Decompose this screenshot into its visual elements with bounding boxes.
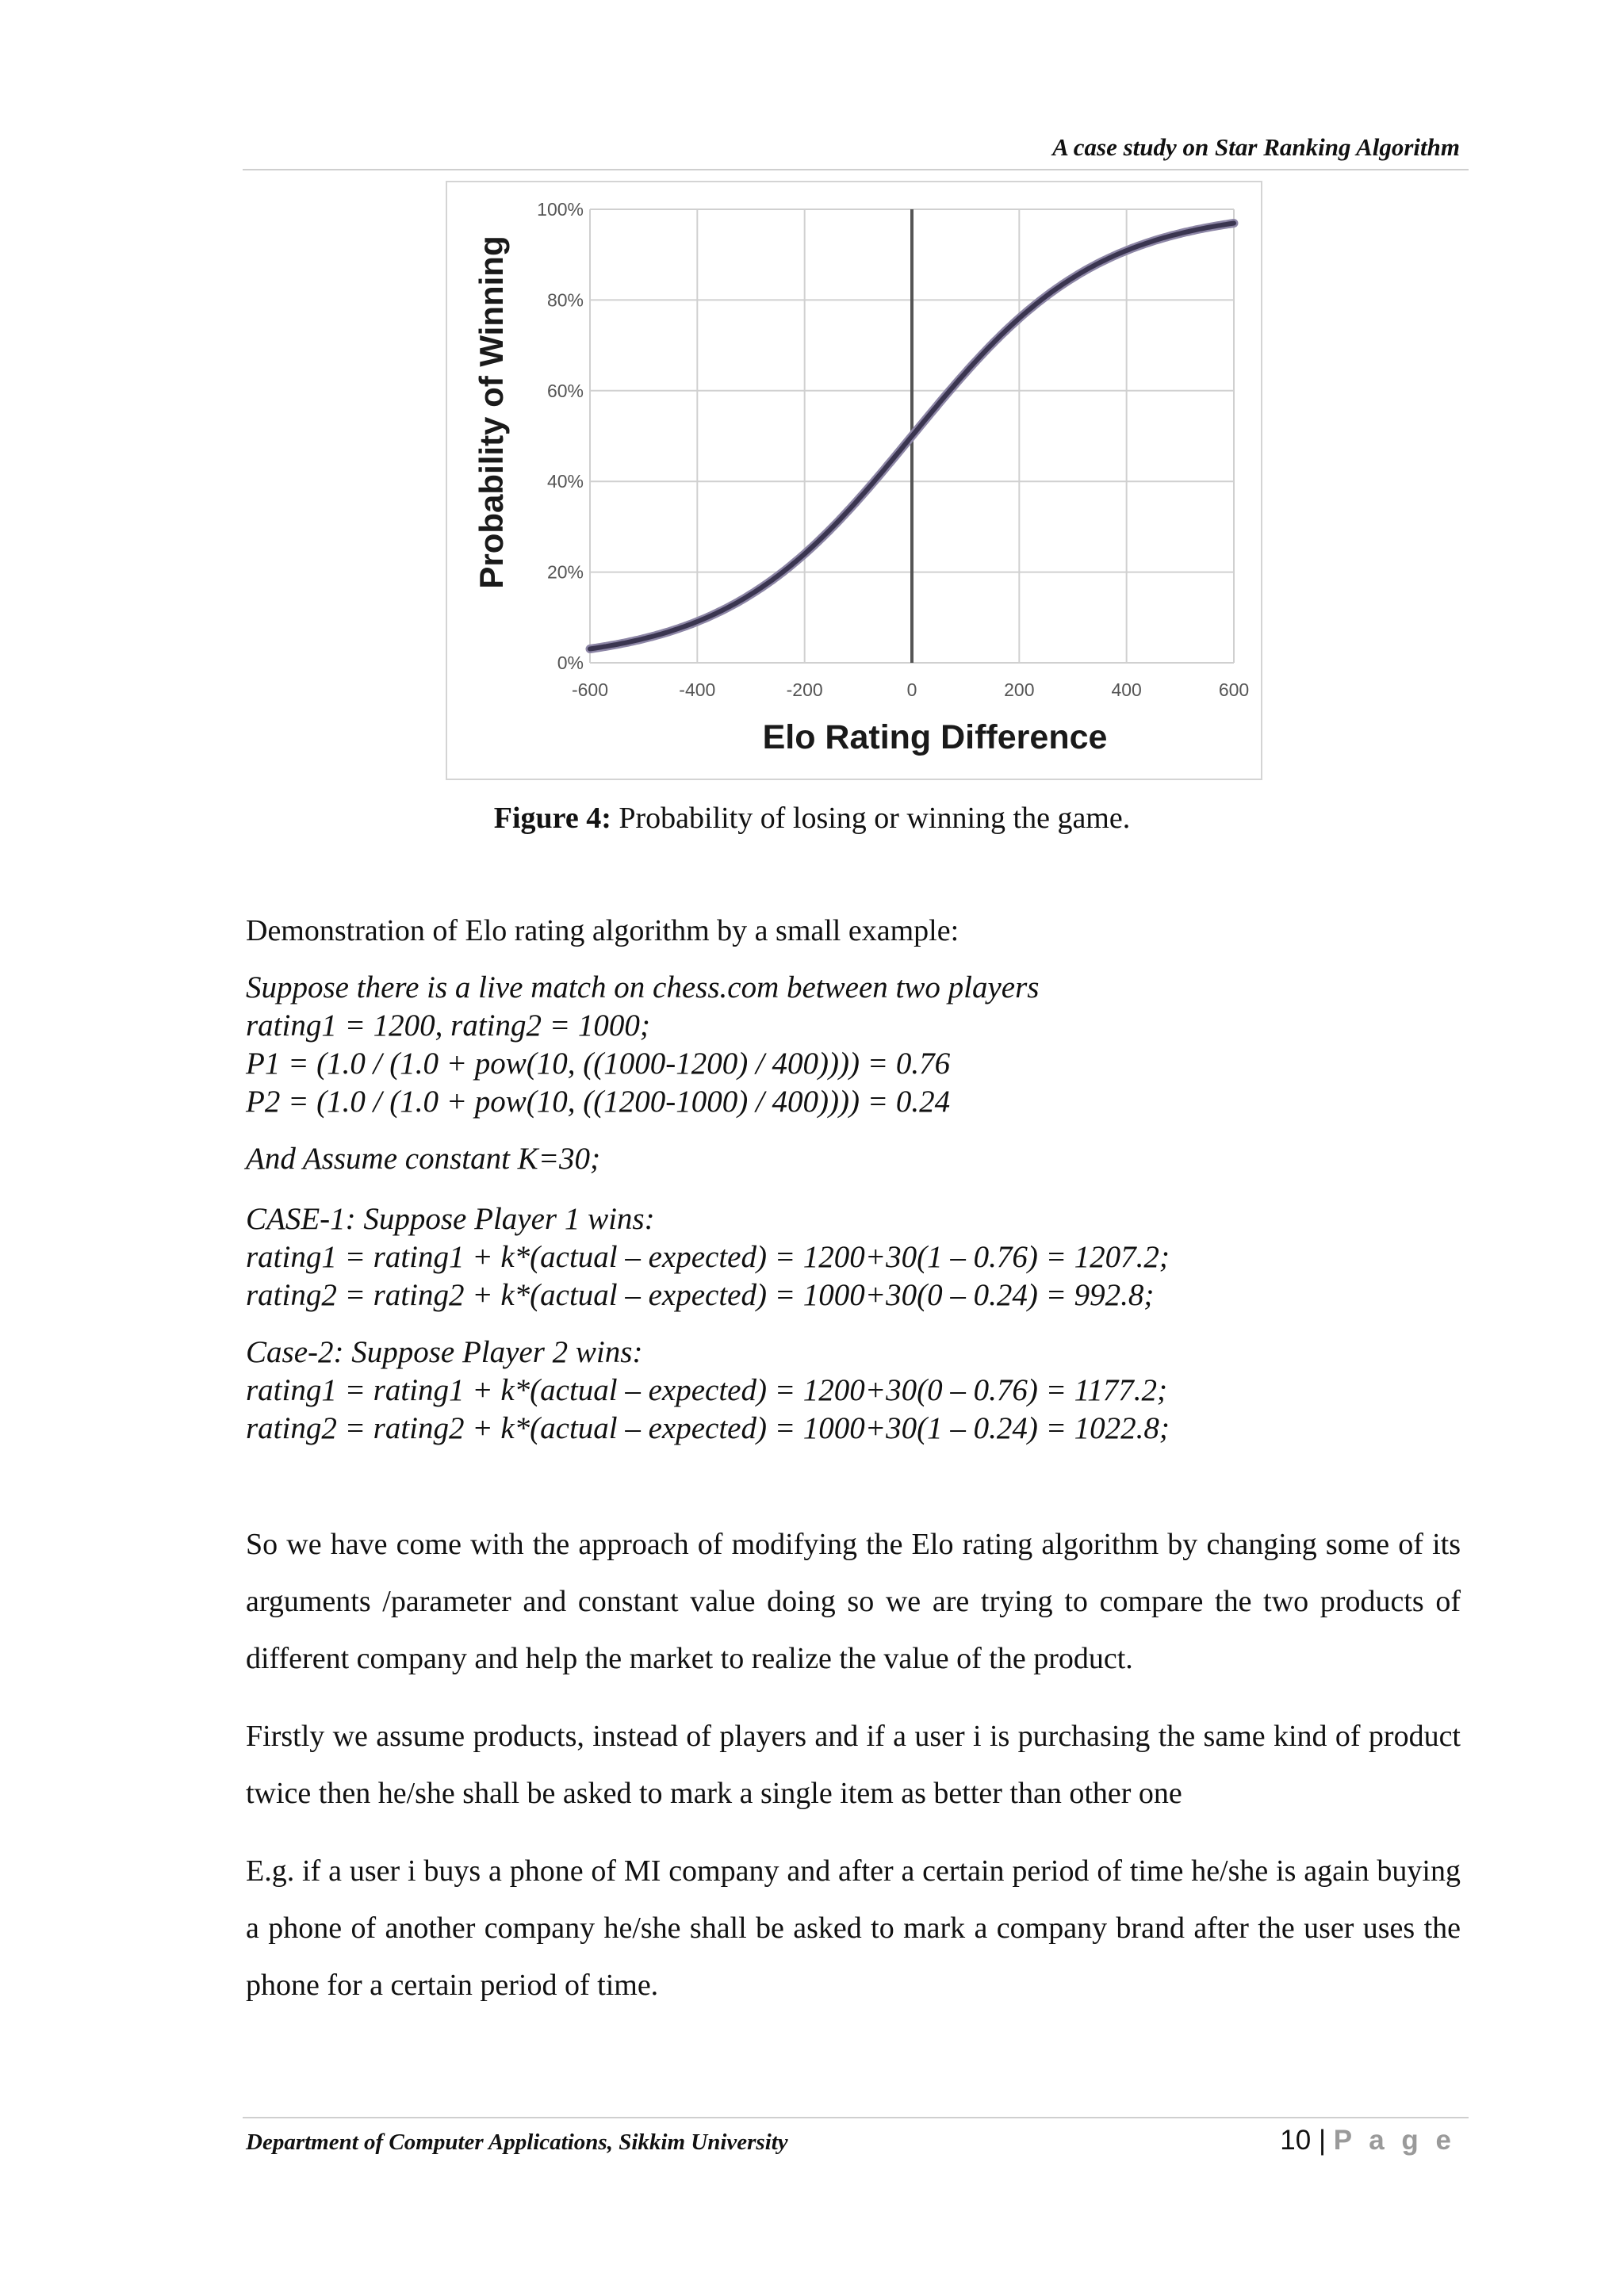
y-tick-label: 40% bbox=[546, 471, 584, 492]
page-number: 10 bbox=[1280, 2125, 1312, 2156]
y-tick-label: 80% bbox=[546, 289, 584, 311]
example-line: rating2 = rating2 + k*(actual – expected) = 1000+30(0 – 0.24) = 992.8; bbox=[246, 1278, 1155, 1312]
body-paragraph-approach: So we have come with the approach of modifying the Elo rating algorithm by changing some of its arguments /parameter and constant value doing so we are trying to compare the two products of different company and help the market to realize the value of the product. bbox=[246, 1528, 1461, 1675]
chart-x-ticks bbox=[572, 679, 1249, 700]
example-line: And Assume constant K=30; bbox=[246, 1142, 600, 1176]
footer-page-number bbox=[1280, 2125, 1456, 2156]
chart-y-axis-label: Probability of Winning bbox=[473, 235, 510, 589]
example-block-case2 bbox=[246, 1334, 1170, 1448]
x-tick-label: -600 bbox=[571, 679, 609, 700]
example-line: rating2 = rating2 + k*(actual – expected) = 1000+30(1 – 0.24) = 1022.8; bbox=[246, 1411, 1170, 1445]
page-header-title: A case study on Star Ranking Algorithm bbox=[1052, 133, 1460, 161]
example-line: P2 = (1.0 / (1.0 + pow(10, ((1200-1000) / 400)))) = 0.24 bbox=[246, 1085, 951, 1119]
example-line: rating1 = 1200, rating2 = 1000; bbox=[246, 1008, 650, 1043]
example-intro: Demonstration of Elo rating algorithm by a small example: bbox=[246, 914, 959, 947]
example-line: Suppose there is a live match on chess.com between two players bbox=[246, 970, 1040, 1004]
x-tick-label: -200 bbox=[786, 679, 823, 700]
x-tick-label: 600 bbox=[1218, 679, 1250, 700]
chart-y-ticks bbox=[537, 199, 584, 673]
example-line: P1 = (1.0 / (1.0 + pow(10, ((1000-1200) / 400)))) = 0.76 bbox=[246, 1047, 951, 1081]
x-tick-label: 200 bbox=[1004, 679, 1035, 700]
example-block-constant bbox=[246, 1140, 600, 1178]
page-separator: | bbox=[1318, 2125, 1327, 2156]
example-line: CASE-1: Suppose Player 1 wins: bbox=[246, 1202, 655, 1236]
figure-frame bbox=[446, 181, 1262, 780]
y-tick-label: 20% bbox=[546, 561, 584, 583]
header-divider bbox=[243, 169, 1469, 170]
example-block-setup bbox=[246, 969, 1039, 1121]
y-tick-label: 0% bbox=[557, 652, 584, 673]
figure-caption-text: Probability of losing or winning the game. bbox=[619, 802, 1131, 835]
figure-caption-label: Figure 4: bbox=[493, 802, 611, 835]
x-tick-label: -400 bbox=[679, 679, 716, 700]
footer-divider bbox=[243, 2117, 1469, 2118]
x-tick-label: 0 bbox=[906, 679, 917, 700]
example-line: rating1 = rating1 + k*(actual – expected) = 1200+30(0 – 0.76) = 1177.2; bbox=[246, 1373, 1168, 1407]
chart-x-axis-label: Elo Rating Difference bbox=[762, 718, 1108, 756]
example-block-case1 bbox=[246, 1200, 1170, 1314]
page-word: P a g e bbox=[1333, 2125, 1456, 2156]
figure-caption bbox=[0, 801, 1624, 836]
body-paragraph-products: Firstly we assume products, instead of players and if a user i is purchasing the same kind of product twice then he/she shall be asked to mark a single item as better than other one bbox=[246, 1720, 1461, 1810]
example-line: rating1 = rating1 + k*(actual – expected) = 1200+30(1 – 0.76) = 1207.2; bbox=[246, 1240, 1170, 1274]
body-paragraph-example: E.g. if a user i buys a phone of MI company and after a certain period of time he/she is again buying a phone of another company he/she shall be asked to mark a company brand after the user uses the phone for a certain period of time. bbox=[246, 1854, 1461, 2002]
x-tick-label: 400 bbox=[1111, 679, 1142, 700]
example-line: Case-2: Suppose Player 2 wins: bbox=[246, 1335, 643, 1369]
elo-probability-chart bbox=[447, 182, 1261, 779]
y-tick-label: 100% bbox=[537, 199, 584, 220]
footer-department: Department of Computer Applications, Sikkim University bbox=[246, 2130, 788, 2155]
y-tick-label: 60% bbox=[546, 380, 584, 401]
